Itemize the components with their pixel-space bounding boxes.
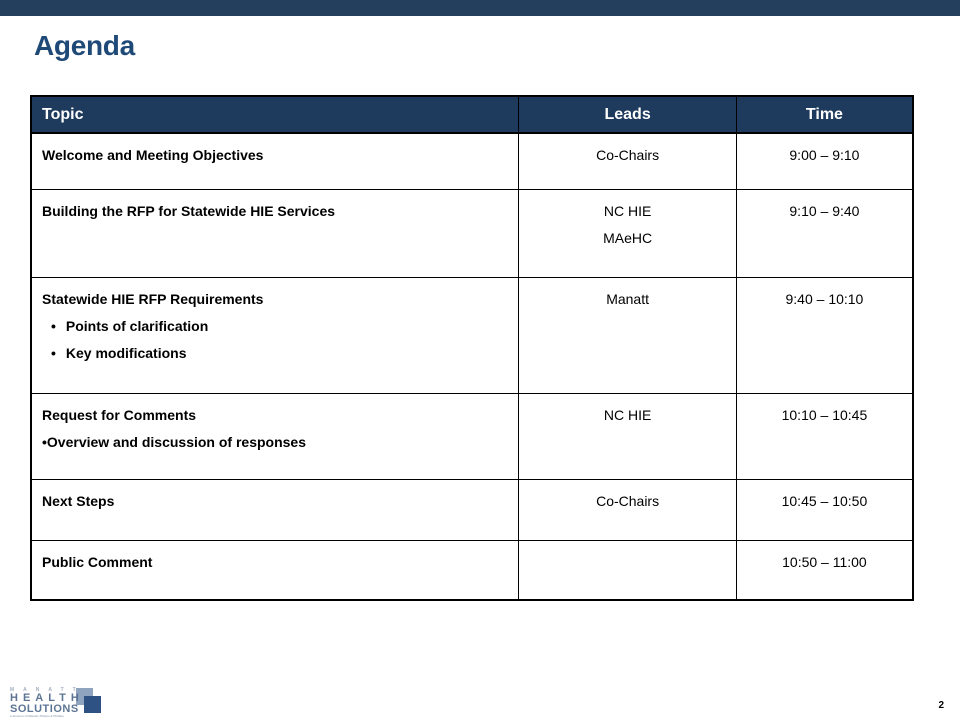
top-banner xyxy=(0,0,960,16)
topic-title: Statewide HIE RFP Requirements xyxy=(42,291,264,307)
topic-cell: Public Comment xyxy=(31,541,519,601)
time-cell: 10:50 – 11:00 xyxy=(736,541,913,601)
leads-cell: Manatt xyxy=(519,278,737,394)
time-cell: 10:10 – 10:45 xyxy=(736,394,913,480)
table-row xyxy=(31,394,913,480)
topic-title: Request for Comments xyxy=(42,407,197,423)
table-row xyxy=(31,133,913,190)
leads-cell xyxy=(519,541,737,601)
leads-cell: Co-Chairs xyxy=(519,133,737,190)
lead-name: NC HIE xyxy=(603,203,652,219)
table-header-row xyxy=(31,96,913,133)
company-logo xyxy=(6,684,106,720)
topic-cell: Welcome and Meeting Objectives xyxy=(31,133,519,190)
topic-subitem: • Key modifications xyxy=(51,345,187,361)
table-row xyxy=(31,278,913,394)
topic-subitem: •Overview and discussion of responses xyxy=(42,434,306,450)
logo-square-dark xyxy=(84,696,101,713)
agenda-table xyxy=(30,95,914,601)
time-cell: 9:00 – 9:10 xyxy=(736,133,913,190)
leads-cell: NC HIE xyxy=(519,394,737,480)
leads-cell: Co-Chairs xyxy=(519,480,737,541)
page-number: 2 xyxy=(938,700,944,711)
time-cell: 9:10 – 9:40 xyxy=(736,190,913,278)
column-header-leads: Leads xyxy=(519,96,737,133)
bullet-icon: • xyxy=(51,345,56,361)
table-row xyxy=(31,190,913,278)
table-row xyxy=(31,480,913,541)
bullet-icon: • xyxy=(51,318,56,334)
column-header-topic: Topic xyxy=(31,96,519,133)
time-cell: 9:40 – 10:10 xyxy=(736,278,913,394)
topic-cell xyxy=(31,394,519,480)
table-row xyxy=(31,541,913,601)
lead-name: MAeHC xyxy=(603,230,653,246)
page-title: Agenda xyxy=(34,30,135,61)
column-header-time: Time xyxy=(736,96,913,133)
logo-wordmark: MANATT HEALTH SOLUTIONS a division of Manatt, Phelps & Phillips xyxy=(10,687,85,718)
topic-subitem: • Points of clarification xyxy=(51,318,209,334)
topic-cell: Next Steps xyxy=(31,480,519,541)
leads-cell xyxy=(519,190,737,278)
bullet-icon: • xyxy=(42,434,47,450)
topic-cell: Building the RFP for Statewide HIE Services xyxy=(31,190,519,278)
topic-cell xyxy=(31,278,519,394)
time-cell: 10:45 – 10:50 xyxy=(736,480,913,541)
